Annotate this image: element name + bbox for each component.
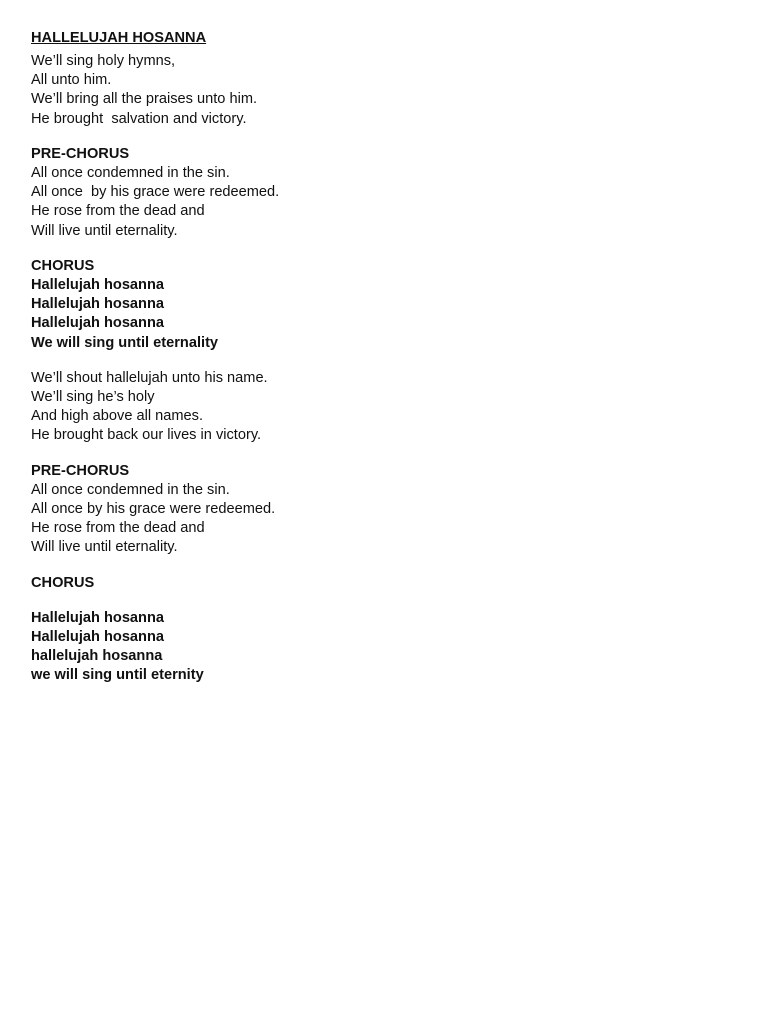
verse-2 <box>31 369 731 446</box>
lyric-line: Hallelujah hosanna <box>31 629 164 646</box>
lyric-line: Will live until eternality. <box>31 539 178 556</box>
lyric-line: Hallelujah hosanna <box>31 315 164 332</box>
lyrics-document <box>31 29 731 702</box>
lyric-line: He rose from the dead and <box>31 203 205 220</box>
lyric-line: Hallelujah hosanna <box>31 609 164 626</box>
lyric-line: we will sing until eternity <box>31 667 204 684</box>
lyric-line: We’ll bring all the praises unto him. <box>31 91 258 108</box>
section-label: CHORUS <box>31 257 95 274</box>
section-label: CHORUS <box>31 574 95 591</box>
lyric-line: Hallelujah hosanna <box>31 296 164 313</box>
lyric-line: Will live until eternality. <box>31 222 178 239</box>
chorus-2 <box>31 574 731 686</box>
pre-chorus-1 <box>31 145 731 241</box>
lyric-line: We’ll sing he’s holy <box>31 389 155 406</box>
lyric-line: And high above all names. <box>31 408 203 425</box>
lyric-line: hallelujah hosanna <box>31 648 163 665</box>
section-label: PRE-CHORUS <box>31 462 130 479</box>
chorus-1 <box>31 257 731 353</box>
lyric-line: He brought back our lives in victory. <box>31 427 262 444</box>
lyric-line: All once condemned in the sin. <box>31 481 230 498</box>
lyric-line: We will sing until eternality <box>31 334 219 351</box>
lyric-line: He rose from the dead and <box>31 520 205 537</box>
lyric-line: All once by his grace were redeemed. <box>31 501 276 518</box>
section-label: PRE-CHORUS <box>31 145 130 162</box>
verse-1 <box>31 52 731 129</box>
lyric-line: All unto him. <box>31 72 112 89</box>
lyric-line: He brought salvation and victory. <box>31 110 247 127</box>
lyric-line: Hallelujah hosanna <box>31 277 164 294</box>
lyric-line: All once condemned in the sin. <box>31 165 230 182</box>
song-title: HALLELUJAH HOSANNA <box>31 30 207 46</box>
lyric-line: We’ll shout hallelujah unto his name. <box>31 369 268 386</box>
lyric-line: All once by his grace were redeemed. <box>31 184 280 201</box>
pre-chorus-2 <box>31 462 731 558</box>
lyric-line: We’ll sing holy hymns, <box>31 53 176 69</box>
